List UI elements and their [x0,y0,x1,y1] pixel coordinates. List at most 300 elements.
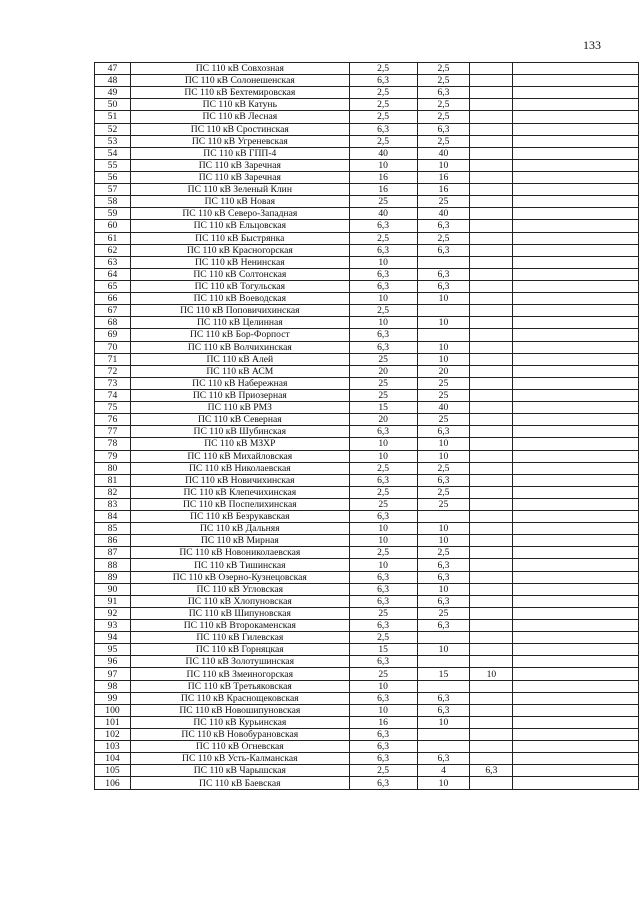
extra-cell [513,438,639,450]
row-number-cell: 81 [95,474,131,486]
row-number-cell: 65 [95,280,131,292]
substation-name-cell: ПС 110 кВ Безрукавская [130,511,349,523]
extra-cell [513,559,639,571]
substation-name-cell: ПС 110 кВ Северная [130,414,349,426]
substation-name-cell: ПС 110 кВ Ненинская [130,256,349,268]
substation-name-cell: ПС 110 кВ Новобурановская [130,729,349,741]
substation-name-cell: ПС 110 кВ Второкаменская [130,620,349,632]
capacity-2-cell: 10 [417,341,470,353]
extra-cell [513,377,639,389]
extra-cell [513,123,639,135]
table-row [95,620,639,632]
capacity-2-cell [417,741,470,753]
row-number-cell: 88 [95,559,131,571]
table-row [95,329,639,341]
capacity-3-cell [470,511,513,523]
extra-cell [513,620,639,632]
capacity-2-cell: 25 [417,389,470,401]
capacity-3-cell [470,63,513,75]
capacity-2-cell: 16 [417,184,470,196]
capacity-3-cell [470,147,513,159]
capacity-3-cell [470,680,513,692]
capacity-1-cell: 10 [349,450,417,462]
capacity-1-cell: 15 [349,402,417,414]
substation-name-cell: ПС 110 кВ Горняцкая [130,644,349,656]
capacity-2-cell [417,656,470,668]
capacity-1-cell: 6,3 [349,729,417,741]
capacity-1-cell: 25 [349,668,417,680]
extra-cell [513,426,639,438]
capacity-3-cell [470,268,513,280]
table-row [95,280,639,292]
table-row [95,87,639,99]
capacity-2-cell: 10 [417,644,470,656]
capacity-3-cell [470,729,513,741]
table-row [95,511,639,523]
table-row [95,547,639,559]
row-number-cell: 89 [95,571,131,583]
table-row [95,559,639,571]
substation-name-cell: ПС 110 кВ Краснощековская [130,692,349,704]
capacity-2-cell: 25 [417,414,470,426]
substation-name-cell: ПС 110 кВ Бехтемировская [130,87,349,99]
capacity-1-cell: 2,5 [349,63,417,75]
table-row [95,656,639,668]
row-number-cell: 92 [95,607,131,619]
substation-name-cell: ПС 110 кВ Солонешенская [130,75,349,87]
extra-cell [513,535,639,547]
capacity-1-cell: 2,5 [349,232,417,244]
capacity-3-cell [470,402,513,414]
capacity-2-cell: 10 [417,450,470,462]
row-number-cell: 49 [95,87,131,99]
capacity-3-cell [470,607,513,619]
capacity-3-cell [470,111,513,123]
capacity-3-cell [470,753,513,765]
substation-name-cell: ПС 110 кВ Северо-Западная [130,208,349,220]
table-row [95,305,639,317]
table-row [95,293,639,305]
table-row [95,523,639,535]
table-row [95,63,639,75]
row-number-cell: 64 [95,268,131,280]
extra-cell [513,753,639,765]
substation-name-cell: ПС 110 кВ Приозерная [130,389,349,401]
substation-name-cell: ПС 110 кВ Быстрянка [130,232,349,244]
capacity-1-cell: 6,3 [349,620,417,632]
capacity-1-cell: 10 [349,680,417,692]
capacity-3-cell [470,293,513,305]
row-number-cell: 56 [95,171,131,183]
capacity-3-cell [470,498,513,510]
capacity-2-cell: 6,3 [417,620,470,632]
row-number-cell: 94 [95,632,131,644]
row-number-cell: 83 [95,498,131,510]
capacity-3-cell [470,135,513,147]
substation-name-cell: ПС 110 кВ Волчихинская [130,341,349,353]
capacity-2-cell: 2,5 [417,111,470,123]
capacity-2-cell: 25 [417,607,470,619]
extra-cell [513,729,639,741]
capacity-2-cell: 10 [417,353,470,365]
row-number-cell: 91 [95,595,131,607]
row-number-cell: 104 [95,753,131,765]
extra-cell [513,741,639,753]
row-number-cell: 97 [95,668,131,680]
substation-name-cell: ПС 110 кВ Шипуновская [130,607,349,619]
capacity-3-cell [470,462,513,474]
capacity-1-cell: 16 [349,716,417,728]
capacity-1-cell: 2,5 [349,462,417,474]
capacity-3-cell [470,571,513,583]
table-row [95,498,639,510]
row-number-cell: 47 [95,63,131,75]
row-number-cell: 84 [95,511,131,523]
capacity-2-cell: 40 [417,208,470,220]
capacity-1-cell: 6,3 [349,583,417,595]
capacity-3-cell [470,656,513,668]
extra-cell [513,571,639,583]
substation-name-cell: ПС 110 кВ Чарышская [130,765,349,777]
row-number-cell: 51 [95,111,131,123]
capacity-3-cell [470,75,513,87]
row-number-cell: 93 [95,620,131,632]
substation-name-cell: ПС 110 кВ Алей [130,353,349,365]
row-number-cell: 98 [95,680,131,692]
capacity-3-cell [470,547,513,559]
capacity-3-cell [470,317,513,329]
capacity-1-cell: 6,3 [349,426,417,438]
capacity-3-cell [470,196,513,208]
capacity-2-cell: 40 [417,147,470,159]
table-row [95,256,639,268]
capacity-2-cell: 10 [417,716,470,728]
row-number-cell: 99 [95,692,131,704]
row-number-cell: 55 [95,159,131,171]
row-number-cell: 96 [95,656,131,668]
capacity-2-cell: 10 [417,583,470,595]
capacity-1-cell: 6,3 [349,777,417,789]
capacity-2-cell: 6,3 [417,220,470,232]
capacity-3-cell [470,159,513,171]
extra-cell [513,111,639,123]
capacity-2-cell: 16 [417,171,470,183]
capacity-1-cell: 2,5 [349,765,417,777]
capacity-2-cell [417,729,470,741]
capacity-2-cell [417,511,470,523]
substation-name-cell: ПС 110 кВ Тогульская [130,280,349,292]
capacity-3-cell [470,220,513,232]
extra-cell [513,668,639,680]
capacity-2-cell: 20 [417,365,470,377]
capacity-2-cell: 10 [417,535,470,547]
extra-cell [513,547,639,559]
table-row [95,668,639,680]
capacity-1-cell: 6,3 [349,571,417,583]
extra-cell [513,656,639,668]
capacity-2-cell: 2,5 [417,63,470,75]
capacity-3-cell [470,716,513,728]
row-number-cell: 105 [95,765,131,777]
row-number-cell: 74 [95,389,131,401]
capacity-2-cell [417,256,470,268]
substation-name-cell: ПС 110 кВ Бор-Форпост [130,329,349,341]
capacity-3-cell [470,426,513,438]
substation-name-cell: ПС 110 кВ Заречная [130,171,349,183]
extra-cell [513,523,639,535]
capacity-1-cell: 2,5 [349,135,417,147]
substation-table [94,62,639,790]
extra-cell [513,353,639,365]
substation-name-cell: ПС 110 кВ Воеводская [130,293,349,305]
substation-name-cell: ПС 110 кВ Змеиногорская [130,668,349,680]
capacity-2-cell: 6,3 [417,426,470,438]
extra-cell [513,462,639,474]
row-number-cell: 78 [95,438,131,450]
substation-name-cell: ПС 110 кВ Катунь [130,99,349,111]
capacity-1-cell: 20 [349,365,417,377]
capacity-3-cell [470,632,513,644]
capacity-3-cell [470,414,513,426]
capacity-2-cell: 25 [417,377,470,389]
capacity-3-cell [470,692,513,704]
capacity-1-cell: 25 [349,353,417,365]
capacity-2-cell: 2,5 [417,232,470,244]
capacity-3-cell [470,329,513,341]
capacity-3-cell [470,620,513,632]
capacity-3-cell [470,583,513,595]
capacity-1-cell: 10 [349,559,417,571]
substation-name-cell: ПС 110 кВ Набережная [130,377,349,389]
capacity-1-cell: 16 [349,184,417,196]
capacity-1-cell: 6,3 [349,741,417,753]
table-row [95,535,639,547]
substation-name-cell: ПС 110 кВ Гилевская [130,632,349,644]
capacity-2-cell: 4 [417,765,470,777]
capacity-1-cell: 16 [349,171,417,183]
capacity-3-cell [470,244,513,256]
row-number-cell: 59 [95,208,131,220]
capacity-1-cell: 20 [349,414,417,426]
capacity-1-cell: 2,5 [349,632,417,644]
substation-name-cell: ПС 110 кВ Третьяковская [130,680,349,692]
row-number-cell: 61 [95,232,131,244]
table-row [95,462,639,474]
capacity-3-cell [470,123,513,135]
table-row [95,595,639,607]
substation-name-cell: ПС 110 кВ Поповичихинская [130,305,349,317]
substation-name-cell: ПС 110 кВ Совхозная [130,63,349,75]
substation-name-cell: ПС 110 кВ Мирная [130,535,349,547]
extra-cell [513,607,639,619]
table-row [95,632,639,644]
row-number-cell: 85 [95,523,131,535]
capacity-2-cell: 2,5 [417,547,470,559]
extra-cell [513,341,639,353]
substation-name-cell: ПС 110 кВ Новошипуновская [130,704,349,716]
capacity-3-cell [470,523,513,535]
row-number-cell: 70 [95,341,131,353]
substation-name-cell: ПС 110 кВ Николаевская [130,462,349,474]
extra-cell [513,280,639,292]
capacity-1-cell: 6,3 [349,123,417,135]
extra-cell [513,474,639,486]
table-row [95,353,639,365]
row-number-cell: 102 [95,729,131,741]
capacity-2-cell: 6,3 [417,571,470,583]
substation-name-cell: ПС 110 кВ МЗХР [130,438,349,450]
capacity-1-cell: 25 [349,607,417,619]
substation-name-cell: ПС 110 кВ ГПП-4 [130,147,349,159]
capacity-3-cell [470,305,513,317]
capacity-2-cell: 10 [417,523,470,535]
substation-name-cell: ПС 110 кВ Новониколаевская [130,547,349,559]
extra-cell [513,402,639,414]
extra-cell [513,680,639,692]
row-number-cell: 87 [95,547,131,559]
capacity-3-cell [470,184,513,196]
substation-name-cell: ПС 110 кВ Целинная [130,317,349,329]
capacity-2-cell: 6,3 [417,595,470,607]
table-row [95,474,639,486]
capacity-3-cell [470,741,513,753]
extra-cell [513,184,639,196]
capacity-2-cell [417,329,470,341]
table-row [95,450,639,462]
capacity-2-cell: 40 [417,402,470,414]
capacity-2-cell: 6,3 [417,87,470,99]
row-number-cell: 62 [95,244,131,256]
table-row [95,765,639,777]
capacity-1-cell: 25 [349,377,417,389]
row-number-cell: 71 [95,353,131,365]
capacity-2-cell: 25 [417,196,470,208]
capacity-1-cell: 10 [349,438,417,450]
extra-cell [513,87,639,99]
capacity-2-cell: 2,5 [417,99,470,111]
table-row [95,159,639,171]
table-row [95,729,639,741]
capacity-2-cell: 6,3 [417,123,470,135]
table-row [95,184,639,196]
table-row [95,268,639,280]
capacity-2-cell: 6,3 [417,753,470,765]
capacity-3-cell [470,559,513,571]
substation-name-cell: ПС 110 кВ Лесная [130,111,349,123]
capacity-1-cell: 6,3 [349,75,417,87]
row-number-cell: 106 [95,777,131,789]
extra-cell [513,329,639,341]
capacity-3-cell [470,87,513,99]
capacity-1-cell: 10 [349,704,417,716]
capacity-2-cell: 2,5 [417,462,470,474]
table-row [95,111,639,123]
capacity-2-cell: 2,5 [417,135,470,147]
capacity-1-cell: 2,5 [349,305,417,317]
table-row [95,704,639,716]
capacity-3-cell [470,450,513,462]
extra-cell [513,644,639,656]
capacity-1-cell: 2,5 [349,547,417,559]
extra-cell [513,777,639,789]
row-number-cell: 68 [95,317,131,329]
table-row [95,571,639,583]
extra-cell [513,268,639,280]
capacity-2-cell: 6,3 [417,280,470,292]
extra-cell [513,256,639,268]
table-row [95,741,639,753]
table-row [95,402,639,414]
capacity-2-cell [417,305,470,317]
substation-name-cell: ПС 110 кВ Золотушинская [130,656,349,668]
table-row [95,753,639,765]
capacity-3-cell [470,595,513,607]
capacity-1-cell: 40 [349,208,417,220]
capacity-3-cell [470,208,513,220]
capacity-1-cell: 6,3 [349,595,417,607]
row-number-cell: 52 [95,123,131,135]
table-row [95,716,639,728]
table-row [95,692,639,704]
capacity-2-cell: 15 [417,668,470,680]
row-number-cell: 90 [95,583,131,595]
capacity-3-cell [470,704,513,716]
substation-name-cell: ПС 110 кВ Хлопуновская [130,595,349,607]
substation-name-cell: ПС 110 кВ Красногорская [130,244,349,256]
table-row [95,208,639,220]
capacity-1-cell: 2,5 [349,99,417,111]
capacity-3-cell [470,171,513,183]
row-number-cell: 76 [95,414,131,426]
capacity-2-cell: 10 [417,159,470,171]
capacity-3-cell [470,232,513,244]
capacity-3-cell [470,341,513,353]
capacity-3-cell [470,377,513,389]
capacity-1-cell: 10 [349,523,417,535]
capacity-3-cell [470,474,513,486]
capacity-2-cell: 10 [417,438,470,450]
substation-name-cell: ПС 110 кВ Усть-Калманская [130,753,349,765]
row-number-cell: 100 [95,704,131,716]
substation-name-cell: ПС 110 кВ Новая [130,196,349,208]
extra-cell [513,450,639,462]
capacity-3-cell: 6,3 [470,765,513,777]
extra-cell [513,171,639,183]
table-row [95,607,639,619]
extra-cell [513,414,639,426]
substation-name-cell: ПС 110 кВ Новичихинская [130,474,349,486]
extra-cell [513,511,639,523]
table-row [95,99,639,111]
capacity-1-cell: 6,3 [349,692,417,704]
extra-cell [513,632,639,644]
substation-name-cell: ПС 110 кВ РМЗ [130,402,349,414]
table-row [95,377,639,389]
extra-cell [513,220,639,232]
table-row [95,123,639,135]
extra-cell [513,147,639,159]
extra-cell [513,583,639,595]
substation-name-cell: ПС 110 кВ Клепечихинская [130,486,349,498]
capacity-1-cell: 2,5 [349,87,417,99]
capacity-3-cell [470,438,513,450]
capacity-2-cell: 6,3 [417,268,470,280]
capacity-2-cell: 6,3 [417,692,470,704]
row-number-cell: 86 [95,535,131,547]
extra-cell [513,135,639,147]
row-number-cell: 73 [95,377,131,389]
capacity-1-cell: 10 [349,317,417,329]
